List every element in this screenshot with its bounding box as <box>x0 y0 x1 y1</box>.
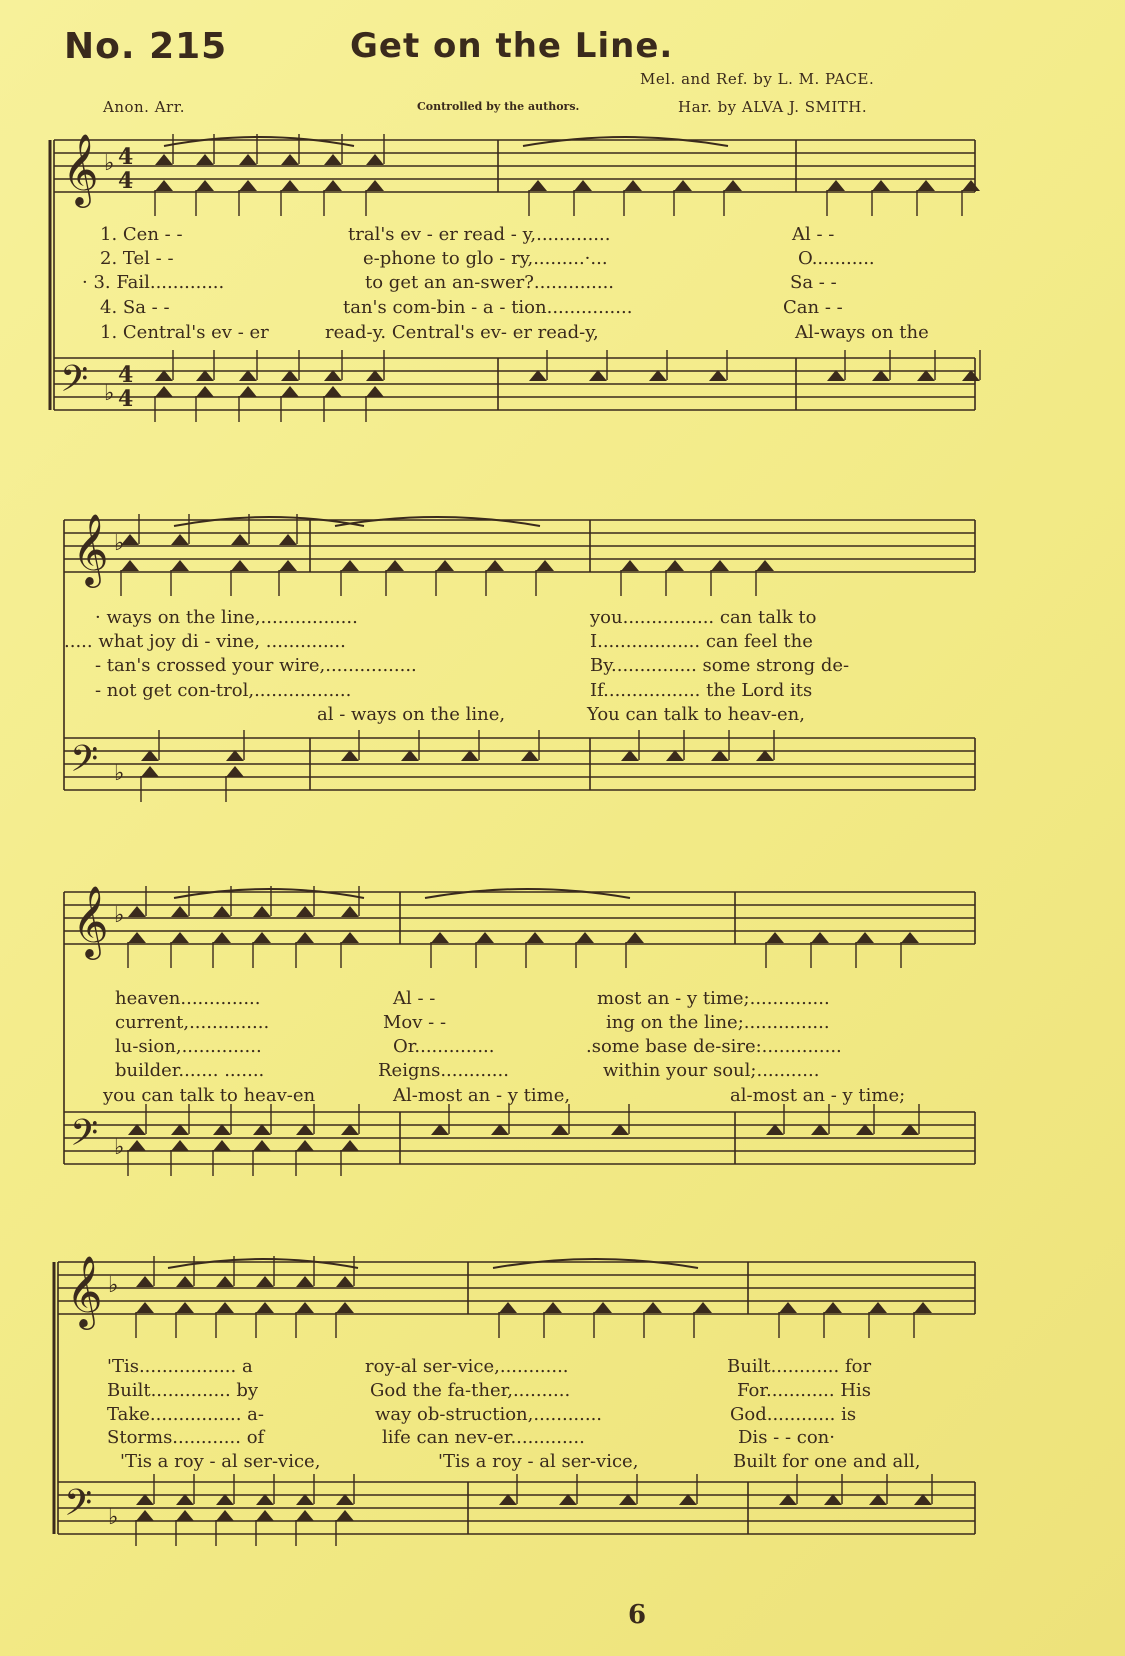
lyric-line: 'Tis a roy - al ser-vice, <box>438 1451 639 1472</box>
bass-note <box>128 1140 146 1151</box>
bass-note <box>176 1510 194 1521</box>
bass-clef-icon: 𝄢 <box>70 738 99 789</box>
treble-clef-icon: 𝄞 <box>66 1254 103 1327</box>
treble-note <box>279 534 297 545</box>
flat-icon: ♭ <box>114 531 125 556</box>
bass-clef-icon: 𝄢 <box>60 358 89 409</box>
flat-icon: ♭ <box>114 761 125 786</box>
lyric-line: ing on the line;............... <box>606 1012 830 1033</box>
treble-note <box>386 560 404 571</box>
bass-note <box>239 386 257 397</box>
time-signature-denominator: 4 <box>118 168 134 194</box>
treble-note <box>766 932 784 943</box>
hymn-title: Get on the Line. <box>350 26 674 66</box>
flat-icon: ♭ <box>108 1505 119 1530</box>
bass-note <box>296 1140 314 1151</box>
treble-note <box>336 1276 354 1287</box>
lyric-line: Or.............. <box>393 1036 495 1057</box>
lyric-line: O........... <box>798 248 875 269</box>
treble-clef-icon: 𝄞 <box>62 132 99 205</box>
lyric-line: tan's com-bin - a - tion............... <box>343 297 633 318</box>
lyric-line: al - ways on the line, <box>317 704 506 725</box>
bass-note <box>296 1510 314 1521</box>
treble-note <box>176 1302 194 1313</box>
time-signature-numerator: 4 <box>118 362 134 388</box>
treble-note <box>279 560 297 571</box>
treble-note <box>499 1302 517 1313</box>
treble-note <box>574 180 592 191</box>
treble-note <box>544 1302 562 1313</box>
treble-note <box>196 180 214 191</box>
treble-note <box>155 180 173 191</box>
treble-note <box>341 906 359 917</box>
slur <box>425 889 630 898</box>
treble-note <box>296 906 314 917</box>
treble-note <box>431 932 449 943</box>
treble-note <box>176 1276 194 1287</box>
bass-note <box>366 386 384 397</box>
treble-note <box>239 180 257 191</box>
treble-note <box>296 1302 314 1313</box>
melody-credit: Mel. and Ref. by L. M. PACE. <box>640 70 875 88</box>
lyric-line: 1. Central's ev - er <box>100 322 269 343</box>
lyric-line: 1. Cen - - <box>100 224 183 245</box>
time-signature-denominator: 4 <box>118 386 134 412</box>
treble-clef-icon: 𝄞 <box>72 884 109 957</box>
slur <box>174 517 364 526</box>
treble-note <box>624 180 642 191</box>
treble-note <box>872 180 890 191</box>
bass-note <box>336 1510 354 1521</box>
treble-note <box>811 932 829 943</box>
words-credit: Anon. Arr. <box>103 98 186 116</box>
bass-note <box>226 766 244 777</box>
lyric-line: builder....... ....... <box>115 1060 265 1081</box>
treble-note <box>256 1276 274 1287</box>
lyric-line: way ob-struction,............ <box>375 1404 603 1425</box>
slur <box>493 1259 698 1268</box>
lyric-line: Sa - - <box>790 272 837 293</box>
bass-clef-icon: 𝄢 <box>64 1482 93 1533</box>
flat-icon: ♭ <box>104 151 115 176</box>
treble-note <box>644 1302 662 1313</box>
treble-note <box>213 932 231 943</box>
page-mark: 6 <box>628 1600 647 1630</box>
treble-note <box>594 1302 612 1313</box>
lyric-line: You can talk to heav-en, <box>587 704 805 725</box>
treble-note <box>536 560 554 571</box>
treble-note <box>155 154 173 165</box>
lyric-line: · 3. Fail............. <box>82 272 225 293</box>
lyric-line: Take................ a- <box>107 1404 264 1425</box>
treble-note <box>486 560 504 571</box>
treble-note <box>694 1302 712 1313</box>
bass-note <box>253 1140 271 1151</box>
lyric-line: Storms............ of <box>107 1427 265 1448</box>
treble-note <box>526 932 544 943</box>
bass-note <box>141 766 159 777</box>
lyric-line: 4. Sa - - <box>100 297 170 318</box>
lyric-line: Built............ for <box>727 1356 872 1377</box>
treble-note <box>136 1276 154 1287</box>
slur <box>168 1259 358 1268</box>
treble-note <box>171 534 189 545</box>
treble-note <box>256 1302 274 1313</box>
flat-icon: ♭ <box>114 1135 125 1160</box>
slur <box>523 137 728 146</box>
treble-note <box>529 180 547 191</box>
treble-note <box>856 932 874 943</box>
lyric-line: 'Tis................. a <box>107 1356 253 1377</box>
bass-note <box>136 1510 154 1521</box>
lyric-line: 'Tis a roy - al ser-vice, <box>120 1451 321 1472</box>
flat-icon: ♭ <box>114 903 125 928</box>
lyric-line: Mov - - <box>383 1012 447 1033</box>
flat-icon: ♭ <box>104 381 115 406</box>
lyric-line: you................ can talk to <box>590 607 817 628</box>
lyric-line: Can - - <box>783 297 843 318</box>
lyric-line: within your soul;........... <box>603 1060 820 1081</box>
lyric-line: God............ is <box>730 1404 857 1425</box>
treble-note <box>366 180 384 191</box>
treble-note <box>621 560 639 571</box>
treble-note <box>914 1302 932 1313</box>
lyric-line: al-most an - y time; <box>730 1085 906 1106</box>
treble-note <box>128 906 146 917</box>
treble-note <box>216 1302 234 1313</box>
lyric-line: life can nev-er............. <box>382 1427 585 1448</box>
lyric-line: heaven.............. <box>115 988 261 1009</box>
treble-note <box>196 154 214 165</box>
treble-note <box>674 180 692 191</box>
lyric-line: If................. the Lord its <box>590 680 813 701</box>
lyric-line: e-phone to glo - ry,.........·... <box>363 248 608 269</box>
treble-note <box>756 560 774 571</box>
lyric-line: Reigns............ <box>378 1060 509 1081</box>
treble-note <box>711 560 729 571</box>
treble-note <box>827 180 845 191</box>
treble-note <box>171 932 189 943</box>
lyric-line: Built for one and all, <box>733 1451 921 1472</box>
slur <box>335 517 540 526</box>
lyric-line: tral's ev - er read - y,............. <box>348 224 611 245</box>
bass-clef-icon: 𝄢 <box>70 1112 99 1163</box>
lyric-line: - not get con-trol,................. <box>95 680 352 701</box>
treble-note <box>666 560 684 571</box>
treble-note <box>253 906 271 917</box>
treble-note <box>626 932 644 943</box>
treble-note <box>341 932 359 943</box>
treble-note <box>136 1302 154 1313</box>
treble-note <box>121 560 139 571</box>
lyric-line: Al-most an - y time, <box>393 1085 571 1106</box>
treble-note <box>824 1302 842 1313</box>
treble-note <box>869 1302 887 1313</box>
treble-clef-icon: 𝄞 <box>72 512 109 585</box>
lyric-line: Dis - - con· <box>738 1427 835 1448</box>
bass-note <box>324 386 342 397</box>
lyric-line: to get an an-swer?.............. <box>365 272 615 293</box>
bass-note <box>341 1140 359 1151</box>
treble-note <box>171 560 189 571</box>
lyric-line: lu-sion,.............. <box>115 1036 262 1057</box>
treble-note <box>962 180 980 191</box>
treble-note <box>366 154 384 165</box>
lyric-line: .some base de-sire:.............. <box>586 1036 842 1057</box>
treble-note <box>436 560 454 571</box>
lyric-line: most an - y time;.............. <box>597 988 830 1009</box>
lyric-line: Al-ways on the <box>795 322 929 343</box>
treble-note <box>239 154 257 165</box>
bass-note <box>213 1140 231 1151</box>
lyric-line: Al - - <box>393 988 436 1009</box>
treble-note <box>341 560 359 571</box>
lyric-line: I.................. can feel the <box>590 631 813 652</box>
treble-note <box>216 1276 234 1287</box>
lyric-line: For............ His <box>737 1380 872 1401</box>
lyric-line: Built.............. by <box>107 1380 259 1401</box>
slur <box>174 889 364 898</box>
lyric-line: current,.............. <box>115 1012 270 1033</box>
lyric-line: · ways on the line,................. <box>95 607 358 628</box>
lyric-line: By............... some strong de- <box>590 655 850 676</box>
treble-note <box>576 932 594 943</box>
bass-note <box>196 386 214 397</box>
treble-note <box>281 180 299 191</box>
treble-note <box>296 1276 314 1287</box>
bass-note <box>155 386 173 397</box>
treble-note <box>336 1302 354 1313</box>
treble-note <box>901 932 919 943</box>
bass-note <box>281 386 299 397</box>
treble-note <box>779 1302 797 1313</box>
treble-note <box>281 154 299 165</box>
slur <box>164 137 354 146</box>
lyric-line: you can talk to heav-en <box>103 1085 316 1106</box>
treble-note <box>171 906 189 917</box>
treble-note <box>476 932 494 943</box>
hymn-number: No. 215 <box>64 26 228 67</box>
lyric-line: - tan's crossed your wire,................ <box>95 655 417 676</box>
bass-note <box>171 1140 189 1151</box>
time-signature-numerator: 4 <box>118 144 134 170</box>
treble-note <box>324 154 342 165</box>
flat-icon: ♭ <box>108 1273 119 1298</box>
treble-note <box>231 534 249 545</box>
treble-note <box>296 932 314 943</box>
bass-note <box>256 1510 274 1521</box>
lyric-line: roy-al ser-vice,............ <box>365 1356 569 1377</box>
treble-note <box>253 932 271 943</box>
harmony-credit: Har. by ALVA J. SMITH. <box>678 98 868 116</box>
control-credit: Controlled by the authors. <box>417 100 580 113</box>
treble-note <box>324 180 342 191</box>
lyric-line: Al - - <box>792 224 835 245</box>
treble-note <box>231 560 249 571</box>
lyric-line: 2. Tel - - <box>100 248 174 269</box>
lyric-line: ..... what joy di - vine, .............. <box>64 631 346 652</box>
treble-note <box>917 180 935 191</box>
lyric-line: God the fa-ther,.......... <box>370 1380 571 1401</box>
treble-note <box>724 180 742 191</box>
bass-note <box>216 1510 234 1521</box>
lyric-line: read-y. Central's ev- er read-y, <box>325 322 599 343</box>
treble-note <box>213 906 231 917</box>
treble-note <box>128 932 146 943</box>
